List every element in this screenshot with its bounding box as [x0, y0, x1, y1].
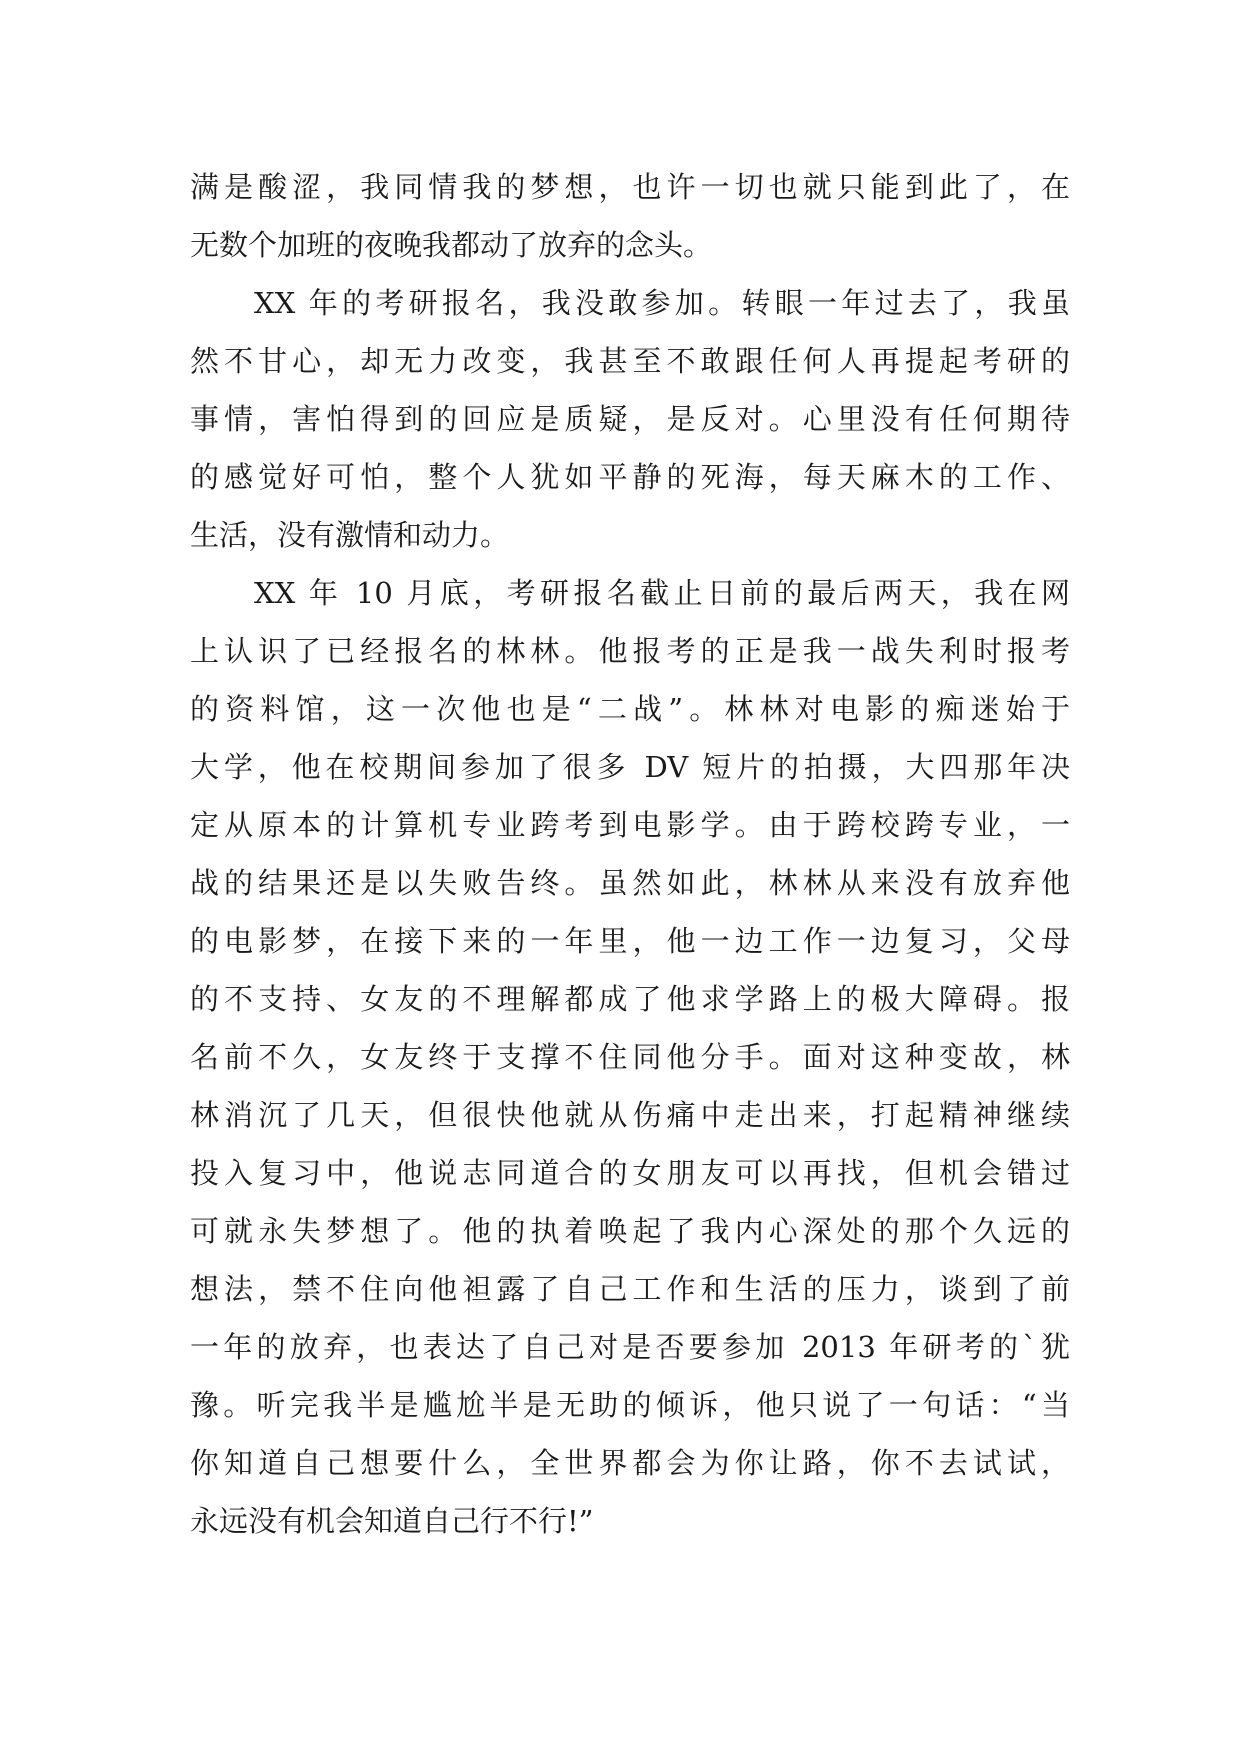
- paragraph-line: 定从原本的计算机专业跨考到电影学。由于跨校跨专业，一: [190, 808, 1070, 842]
- paragraph-line: 战的结果还是以失败告终。虽然如此，林林从来没有放弃他: [190, 866, 1070, 900]
- paragraph-line: 的电影梦，在接下来的一年里，他一边工作一边复习，父母: [190, 924, 1070, 958]
- paragraph-line: 可就永失梦想了。他的执着唤起了我内心深处的那个久远的: [190, 1214, 1070, 1248]
- paragraph-line: 满是酸涩，我同情我的梦想，也许一切也就只能到此了，在: [190, 170, 1070, 204]
- paragraph-line: 事情，害怕得到的回应是质疑，是反对。心里没有任何期待: [190, 402, 1070, 436]
- paragraph-line: 上认识了已经报名的林林。他报考的正是我一战失利时报考: [190, 634, 1070, 668]
- paragraph-line: 你知道自己想要什么，全世界都会为你让路，你不去试试，: [190, 1446, 1070, 1480]
- paragraph-line: 的不支持、女友的不理解都成了他求学路上的极大障碍。报: [190, 982, 1070, 1016]
- paragraph-line: 想法，禁不住向他袒露了自己工作和生活的压力，谈到了前: [190, 1272, 1070, 1306]
- paragraph-line: 投入复习中，他说志同道合的女朋友可以再找，但机会错过: [190, 1156, 1070, 1190]
- paragraph-line: 无数个加班的夜晚我都动了放弃的念头。: [190, 228, 713, 262]
- paragraph-line: 一年的放弃，也表达了自己对是否要参加 2013 年研考的`犹: [190, 1330, 1070, 1364]
- paragraph-line: 的感觉好可怕，整个人犹如平静的死海，每天麻木的工作、: [190, 460, 1070, 494]
- paragraph-line: 大学，他在校期间参加了很多 DV 短片的拍摄，大四那年决: [190, 750, 1070, 784]
- paragraph-line: 林消沉了几天，但很快他就从伤痛中走出来，打起精神继续: [190, 1098, 1070, 1132]
- paragraph-line: 名前不久，女友终于支撑不住同他分手。面对这种变故，林: [190, 1040, 1070, 1074]
- body-text: [190, 158, 1070, 1550]
- paragraph-line: 然不甘心，却无力改变，我甚至不敢跟任何人再提起考研的: [190, 344, 1070, 378]
- paragraph-line: 生活，没有激情和动力。: [190, 518, 510, 552]
- paragraph-line: XX 年 10 月底，考研报名截止日前的最后两天，我在网: [254, 576, 1070, 610]
- paragraph-line: XX 年的考研报名，我没敢参加。转眼一年过去了，我虽: [254, 286, 1070, 320]
- paragraph-line: 永远没有机会知道自己行不行!”: [190, 1504, 594, 1538]
- paragraph-line: 豫。听完我半是尴尬半是无助的倾诉，他只说了一句话：“当: [190, 1388, 1070, 1422]
- paragraph-line: 的资料馆，这一次他也是“二战”。林林对电影的痴迷始于: [190, 692, 1070, 726]
